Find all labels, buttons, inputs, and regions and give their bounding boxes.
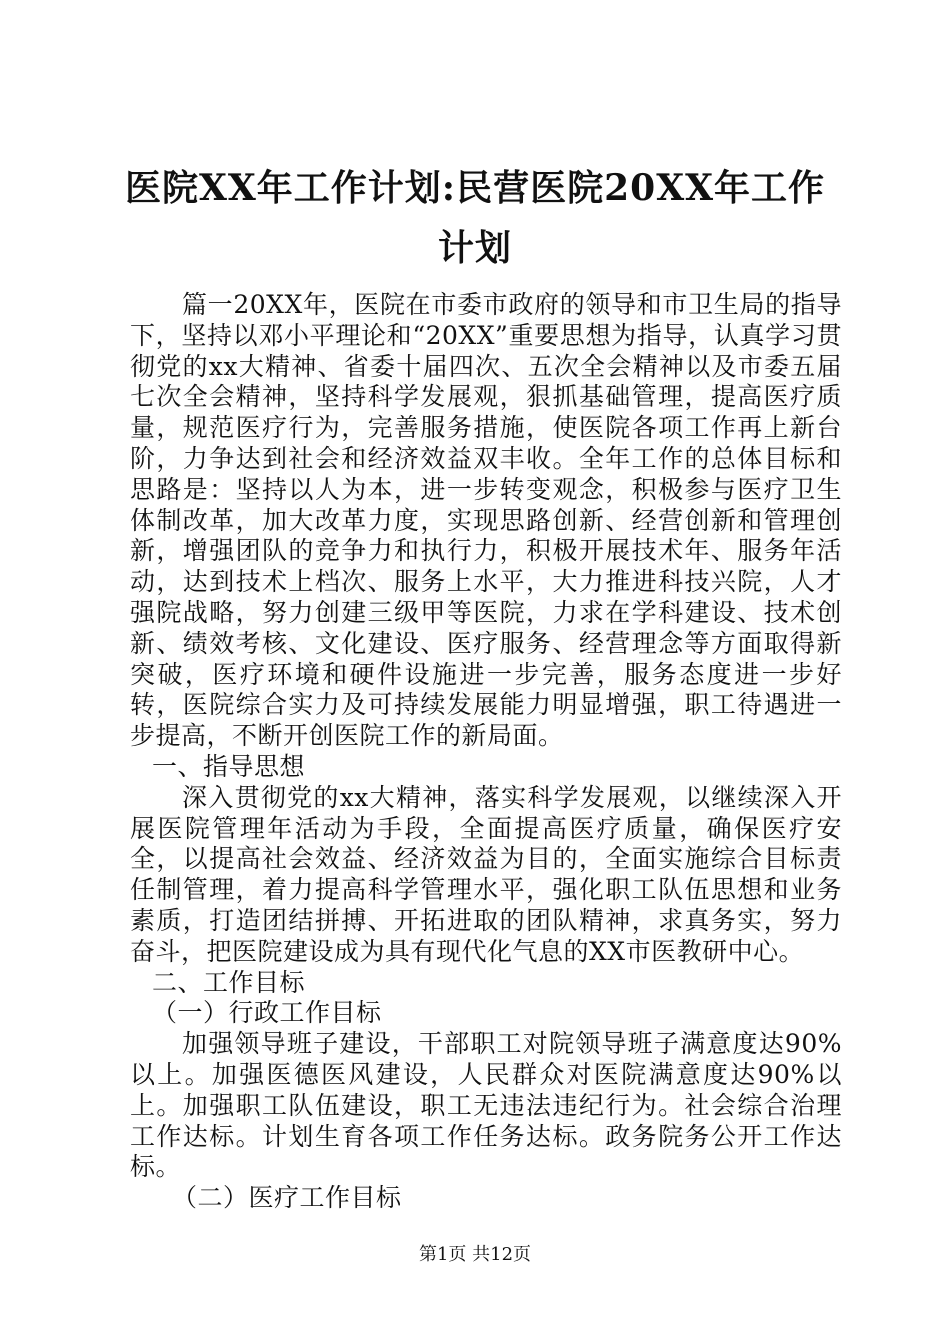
subsection-heading-medical: （二）医疗工作目标 bbox=[172, 1183, 402, 1213]
guiding-paragraph: 深入贯彻党的xx大精神，落实科学发展观，以继续深入开展医院管理年活动为手段，全面提高医疗质量，确保医疗安全，以提高社会效益、经济效益为目的，全面实施综合目标责任制管理，着力提高科学管理水平，强化职工队伍思想和业务素质，打造团结拼搏、开拓进取的团队精神，求真务实，努力奋斗，把医院建设成为具有现代化气息的XX市医教研中心。 bbox=[130, 782, 842, 966]
page-footer: 第1页 共12页 bbox=[418, 1244, 532, 1265]
admin-goals-paragraph: 加强领导班子建设，干部职工对院领导班子满意度达90%以上。加强医德医风建设，人民群众对医院满意度达90%以上。加强职工队伍建设，职工无违法违纪行为。社会综合治理工作达标。计划生育各项工作任务达标。政务院务公开工作达标。 bbox=[130, 1029, 842, 1182]
document-body bbox=[130, 290, 842, 1214]
document-title: 医院XX年工作计划:民营医院20XX年工作计划 bbox=[124, 167, 826, 269]
section-heading-goals: 二、工作目标 bbox=[152, 967, 306, 997]
intro-paragraph: 篇一20XX年，医院在市委市政府的领导和市卫生局的指导下，坚持以邓小平理论和“20XX”重要思想为指导，认真学习贯彻党的xx大精神、省委十届四次、五次全会精神以及市委五届七次全会精神，坚持科学发展观，狠抓基础管理，提高医疗质量，规范医疗行为，完善服务措施，使医院各项工作再上新台阶，力争达到社会和经济效益双丰收。全年工作的总体目标和思路是：坚持以人为本，进一步转变观念，积极参与医疗卫生体制改革，加大改革力度，实现思路创新、经营创新和管理创新，增强团队的竞争力和执行力，积极开展技术年、服务年活动，达到技术上档次、服务上水平，大力推进科技兴院，人才强院战略，努力创建三级甲等医院，力求在学科建设、技术创新、绩效考核、文化建设、医疗服务、经营理念等方面取得新突破，医疗环境和硬件设施进一步完善，服务态度进一步好转，医院综合实力及可持续发展能力明显增强，职工待遇进一步提高，不断开创医院工作的新局面。 bbox=[130, 290, 842, 751]
section-heading-guiding: 一、指导思想 bbox=[152, 751, 306, 781]
subsection-heading-admin: （一）行政工作目标 bbox=[152, 998, 382, 1028]
